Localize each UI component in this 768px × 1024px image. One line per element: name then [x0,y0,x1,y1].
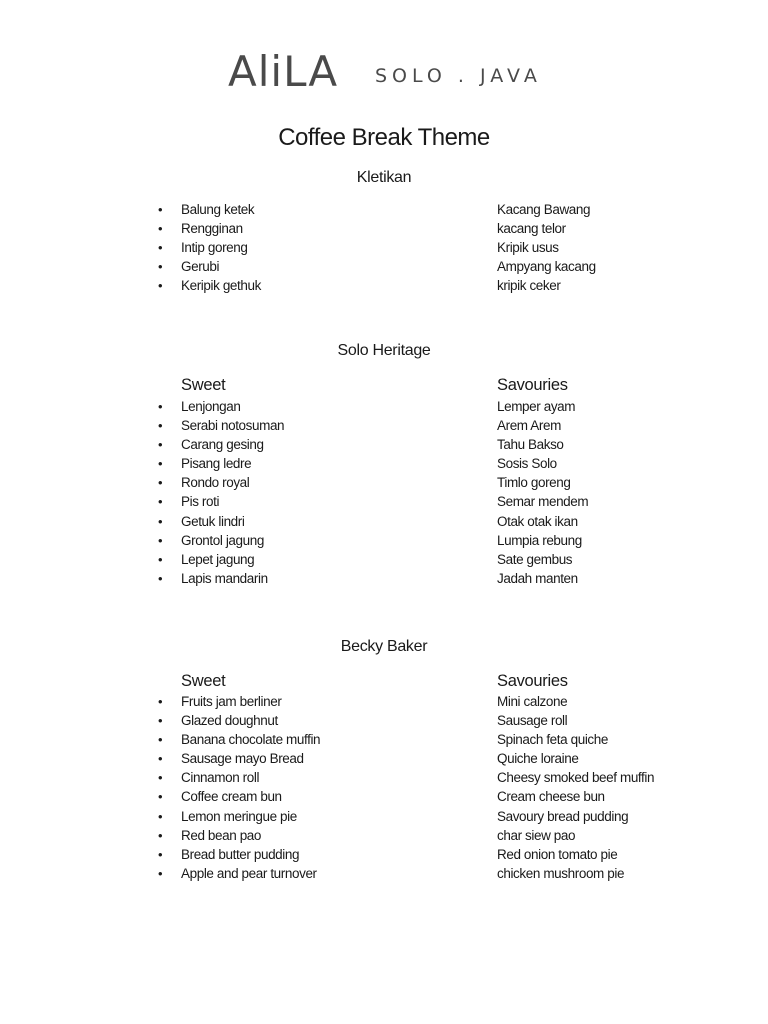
bullet-icon: • [158,751,163,767]
list-item [158,238,261,257]
list-item [497,200,596,219]
list-item [158,276,261,295]
list-item [497,416,588,435]
list-item [158,200,261,219]
list-item [158,454,284,473]
bullet-icon: • [158,732,163,748]
bullet-icon: • [158,551,163,567]
list-item [158,550,284,569]
list-item-text: Lepet jagung [181,551,255,567]
list-item [497,454,588,473]
list-item [497,397,588,416]
list-item-text: Semar mendem [497,494,589,510]
bullet-icon: • [158,532,163,548]
list-item [158,845,320,864]
list-item [158,787,320,806]
list-item-text: Grontol jagung [181,532,264,548]
list-item [497,807,654,826]
list-item-text: Keripik gethuk [181,278,261,294]
solo-heritage-sweet-heading: Sweet [181,376,226,394]
list-item-text: Lapis mandarin [181,570,268,586]
list-item [497,845,654,864]
solo-heritage-savouries-list [497,397,588,588]
list-item [158,711,320,730]
list-item [497,787,654,806]
bullet-icon: • [158,570,163,586]
list-item-text: Sosis Solo [497,456,557,472]
list-item-text: Rengginan [181,221,243,237]
list-item-text: Kacang Bawang [497,202,591,217]
becky-baker-sweet-list [158,692,321,883]
list-item [497,473,588,492]
solo-heritage-savouries-heading: Savouries [497,376,568,394]
list-item [497,531,588,550]
list-item [497,550,588,569]
becky-baker-sweet-heading: Sweet [181,672,226,690]
list-item [158,730,321,749]
list-item [158,416,285,435]
bullet-icon: • [158,713,163,729]
list-item [158,768,320,787]
list-item [497,219,596,238]
list-item-text: Bread butter pudding [181,846,300,862]
becky-baker-savouries-heading: Savouries [497,672,568,690]
list-item [497,864,654,883]
page-header [0,47,768,100]
bullet-icon: • [158,846,163,862]
bullet-icon: • [158,475,163,491]
list-item-text: Banana chocolate muffin [181,732,321,748]
bullet-icon: • [158,513,163,529]
list-item-text: Quiche loraine [497,751,579,767]
list-item-text: Lemon meringue pie [181,808,297,824]
bullet-icon: • [158,694,163,709]
list-item-text: Red onion tomato pie [497,846,618,862]
bullet-icon: • [158,808,163,824]
list-item-text: Rondo royal [181,475,250,491]
list-item-text: Otak otak ikan [497,513,578,529]
list-item [497,492,588,511]
list-item-text: Pisang ledre [181,456,252,472]
list-item [158,569,284,588]
list-item [497,276,596,295]
list-item-text: Carang gesing [181,437,264,453]
list-item-text: Cheesy smoked beef muffin [497,770,655,786]
list-item-text: Pis roti [181,494,220,510]
list-item-text: Cream cheese bun [497,789,605,805]
list-item-text: Red bean pao [181,827,262,843]
list-item [497,749,654,768]
list-item [158,531,284,550]
kletikan-right-list [497,200,596,295]
list-item [158,492,284,511]
list-item-text: Savoury bread pudding [497,808,629,824]
list-item-text: Coffee cream bun [181,789,282,805]
list-item [158,692,320,711]
list-item [158,257,261,276]
list-item [497,768,654,787]
list-item [158,826,320,845]
becky-baker-savouries-list [497,692,654,883]
list-item-text: Lemper ayam [497,399,576,414]
list-item [497,711,654,730]
bullet-icon: • [158,770,163,786]
bullet-icon: • [158,827,163,843]
list-item [158,749,320,768]
list-item-text: Arem Arem [497,418,561,434]
list-item-text: char siew pao [497,827,576,843]
solo-heritage-sweet-list [158,397,285,588]
list-item-text: Serabi notosuman [181,418,285,434]
bullet-icon: • [158,789,163,805]
list-item-text: Getuk lindri [181,513,245,529]
list-item [497,826,654,845]
bullet-icon: • [158,240,163,256]
list-item-text: Sate gembus [497,551,573,567]
list-item-text: Jadah manten [497,570,578,586]
list-item-text: Fruits jam berliner [181,694,282,709]
list-item-text: Glazed doughnut [181,713,278,729]
bullet-icon: • [158,202,163,217]
kletikan-left-list [158,200,261,295]
list-item-text: Kripik usus [497,240,559,256]
list-item [497,435,588,454]
section-title-kletikan: Kletikan [356,169,412,186]
list-item [497,569,588,588]
page-title: Coffee Break Theme [278,124,490,151]
list-item-text: Sausage mayo Bread [181,751,304,767]
bullet-icon: • [158,399,163,414]
section-title-becky-baker: Becky Baker [340,638,428,655]
list-item-text: Lumpia rebung [497,532,582,548]
list-item [158,219,261,238]
bullet-icon: • [158,437,163,453]
section-title-solo-heritage: Solo Heritage [337,342,431,359]
bullet-icon: • [158,278,163,294]
list-item-text: chicken mushroom pie [497,865,625,881]
list-item [158,807,320,826]
list-item [497,257,596,276]
list-item [158,435,284,454]
list-item [158,512,284,531]
bullet-icon: • [158,865,163,881]
list-item-text: kripik ceker [497,278,561,294]
list-item-text: Gerubi [181,259,220,275]
list-item [497,730,654,749]
bullet-icon: • [158,259,163,275]
bullet-icon: • [158,494,163,510]
list-item-text: Sausage roll [497,713,568,729]
list-item-text: kacang telor [497,221,566,237]
alila-logo: AliLA [228,47,339,96]
list-item-text: Ampyang kacang [497,259,596,275]
list-item-text: Intip goreng [181,240,248,256]
list-item-text: Balung ketek [181,202,255,217]
list-item-text: Tahu Bakso [497,437,564,453]
list-item [158,397,284,416]
list-item [497,692,654,711]
list-item-text: Mini calzone [497,694,568,709]
list-item [497,238,596,257]
bullet-icon: • [158,456,163,472]
list-item [158,864,320,883]
list-item-text: Spinach feta quiche [497,732,608,748]
list-item-text: Apple and pear turnover [181,865,317,881]
list-item-text: Cinnamon roll [181,770,260,786]
list-item-text: Timlo goreng [497,475,571,491]
list-item [497,512,588,531]
bullet-icon: • [158,221,163,237]
hotel-location: SOLO . JAVA [375,65,542,87]
list-item [158,473,284,492]
list-item-text: Lenjongan [181,399,241,414]
bullet-icon: • [158,418,163,434]
